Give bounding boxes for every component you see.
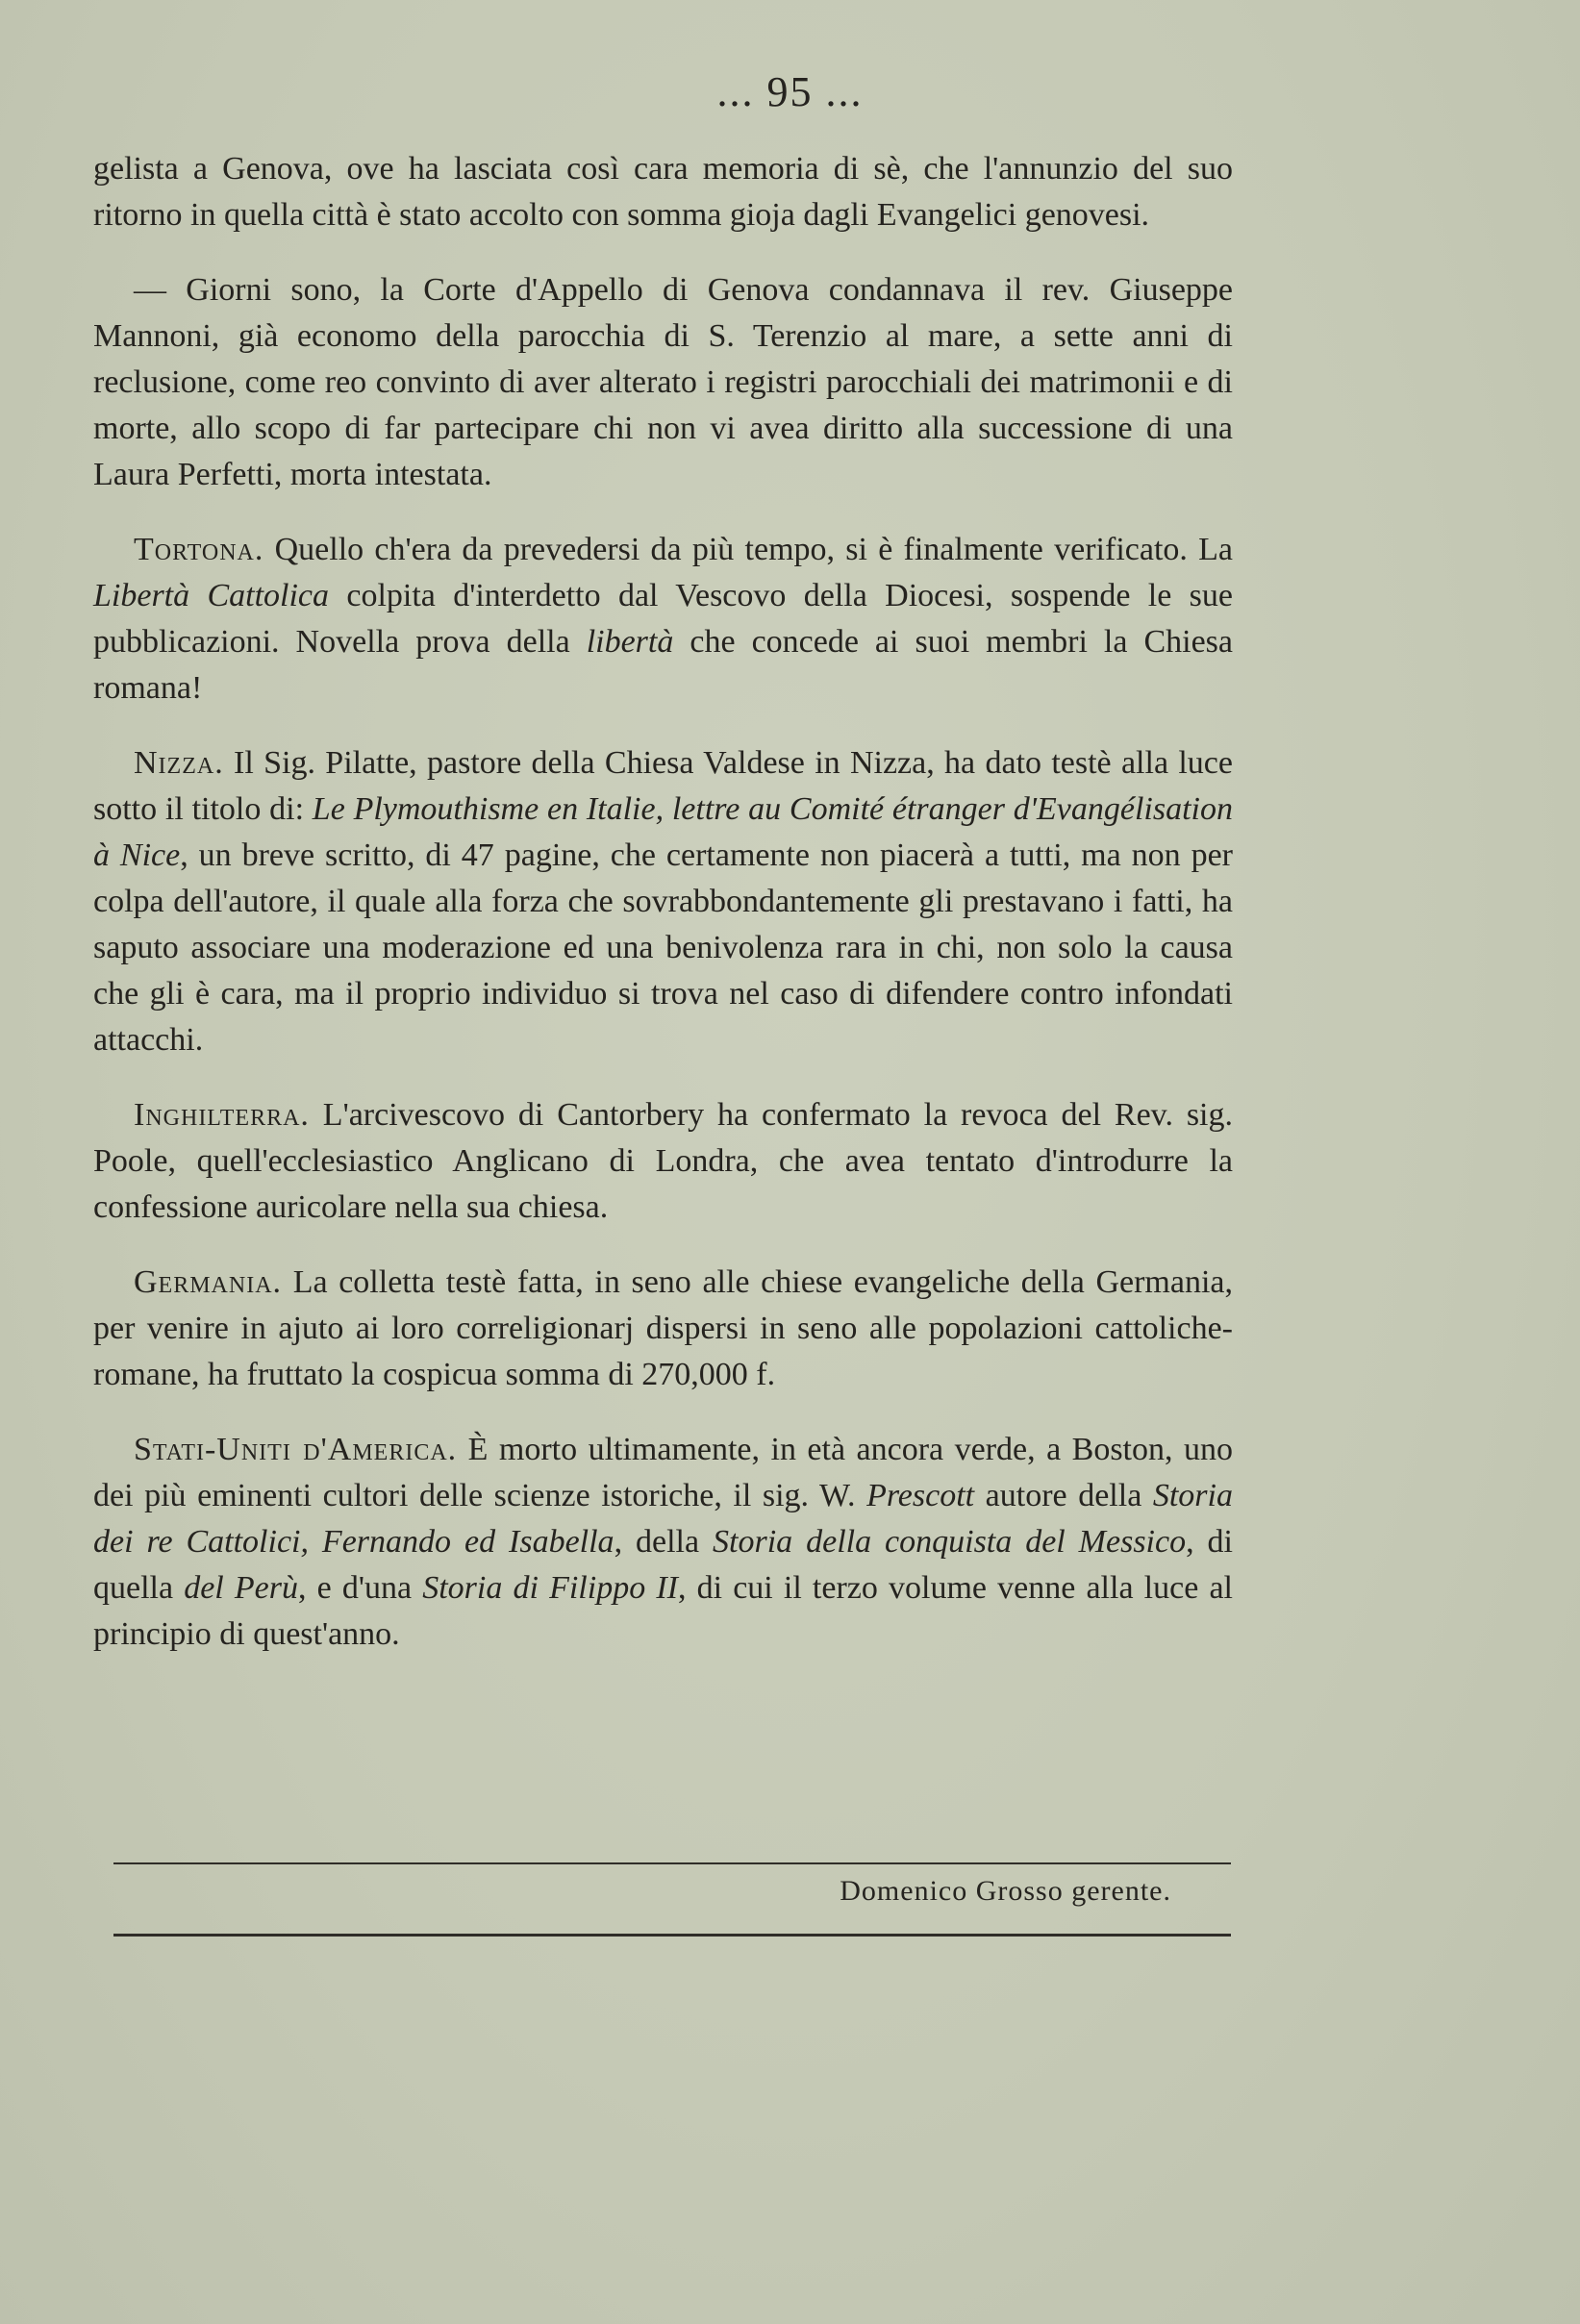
text-run: colpita d'interdetto dal Vescovo della Diocesi, sospende le sue pubblicazioni. Novella prova della <box>93 578 1233 660</box>
page-number: ... 95 ... <box>716 68 864 115</box>
italic-title: Storia della conquista del Messico <box>713 1524 1187 1560</box>
text-run: È morto ultimamente, in età ancora verde, a Boston, uno dei più eminenti cultori delle scienze istoriche, il sig. W. <box>93 1432 1233 1513</box>
text-run: che concede ai suoi membri la Chiesa romana! <box>93 624 1233 706</box>
paragraph-nizza <box>93 740 1233 1063</box>
text-run: L'arcivescovo di Cantorbery ha confermato la revoca del Rev. sig. Poole, quell'ecclesiastico Anglicano di Londra, che avea tentato d'introdurre la confessione auricolare nella sua chiesa. <box>93 1097 1233 1225</box>
article-body <box>93 146 1233 1687</box>
text-run: gelista a Genova, ove ha lasciata così cara memoria di sè, che l'annunzio del suo ritorno in quella città è stato accolto con somma gioja dagli Evangelici genovesi. <box>93 151 1233 233</box>
italic-title: del Perù <box>184 1570 298 1606</box>
italic-title: Le Plymouthisme en Italie, lettre au Comité étranger d'Evangélisation à Nice <box>93 791 1233 873</box>
paragraph-genova-continuation <box>93 146 1233 238</box>
text-run: Il Sig. Pilatte, pastore della Chiesa Valdese in Nizza, ha dato testè alla luce sotto il titolo di: <box>93 745 1233 827</box>
text-run: Quello ch'era da prevedersi da più tempo, si è finalmente verificato. La <box>263 532 1233 567</box>
italic-title: Libertà Cattolica <box>93 578 330 613</box>
signature-rule-top <box>113 1862 1231 1864</box>
paragraph-stati-uniti <box>93 1427 1233 1658</box>
place-heading: Germania. <box>134 1264 283 1300</box>
text-run: , un breve scritto, di 47 pagine, che certamente non piacerà a tutti, ma non per colpa dell'autore, il quale alla forza che sovrabbondantemente gli prestavano i fatti, ha saputo associare una moderazione ed una benivolenza rara in chi, non solo la causa che gli è cara, ma il proprio individuo si trova nel caso di difendere contro infondati attacchi. <box>93 837 1233 1058</box>
paragraph-germania <box>93 1260 1233 1398</box>
signature: Domenico Grosso gerente. <box>840 1875 1171 1907</box>
place-heading: Tortona. <box>134 532 264 567</box>
text-run: , della <box>614 1524 714 1560</box>
text-run: , di quella <box>93 1524 1233 1606</box>
text-run: , e d'una <box>298 1570 423 1606</box>
place-heading: Nizza. <box>134 745 224 781</box>
italic-title: Storia dei re Cattolici, Fernando ed Isabella <box>93 1478 1233 1560</box>
signature-rule-bottom <box>113 1934 1231 1937</box>
italic-title: Storia di Filippo II <box>422 1570 678 1606</box>
paragraph-inghilterra <box>93 1092 1233 1231</box>
place-heading: Stati-Uniti d'America. <box>134 1432 458 1467</box>
place-heading: Inghilterra. <box>134 1097 310 1133</box>
paragraph-tortona <box>93 527 1233 712</box>
text-run: , di cui il terzo volume venne alla luce al principio di quest'anno. <box>93 1570 1233 1652</box>
italic-title: Prescott <box>866 1478 975 1513</box>
text-run: autore della <box>974 1478 1153 1513</box>
text-run: — Giorni sono, la Corte d'Appello di Genova condannava il rev. Giuseppe Mannoni, già economo della parocchia di S. Terenzio al mare, a sette anni di reclusione, come reo convinto di aver alterato i registri parocchiali dei matrimonii e di morte, allo scopo di far partecipare chi non vi avea diritto alla successione di una Laura Perfetti, morta intestata. <box>93 272 1233 492</box>
text-run: La colletta testè fatta, in seno alle chiese evangeliche della Germania, per venire in ajuto ai loro correligionarj dispersi in seno alle popolazioni cattoliche-romane, ha fruttato la cospicua somma di 270,000 f. <box>93 1264 1233 1392</box>
italic-title: libertà <box>586 624 674 660</box>
paragraph-genova-mannoni <box>93 267 1233 498</box>
